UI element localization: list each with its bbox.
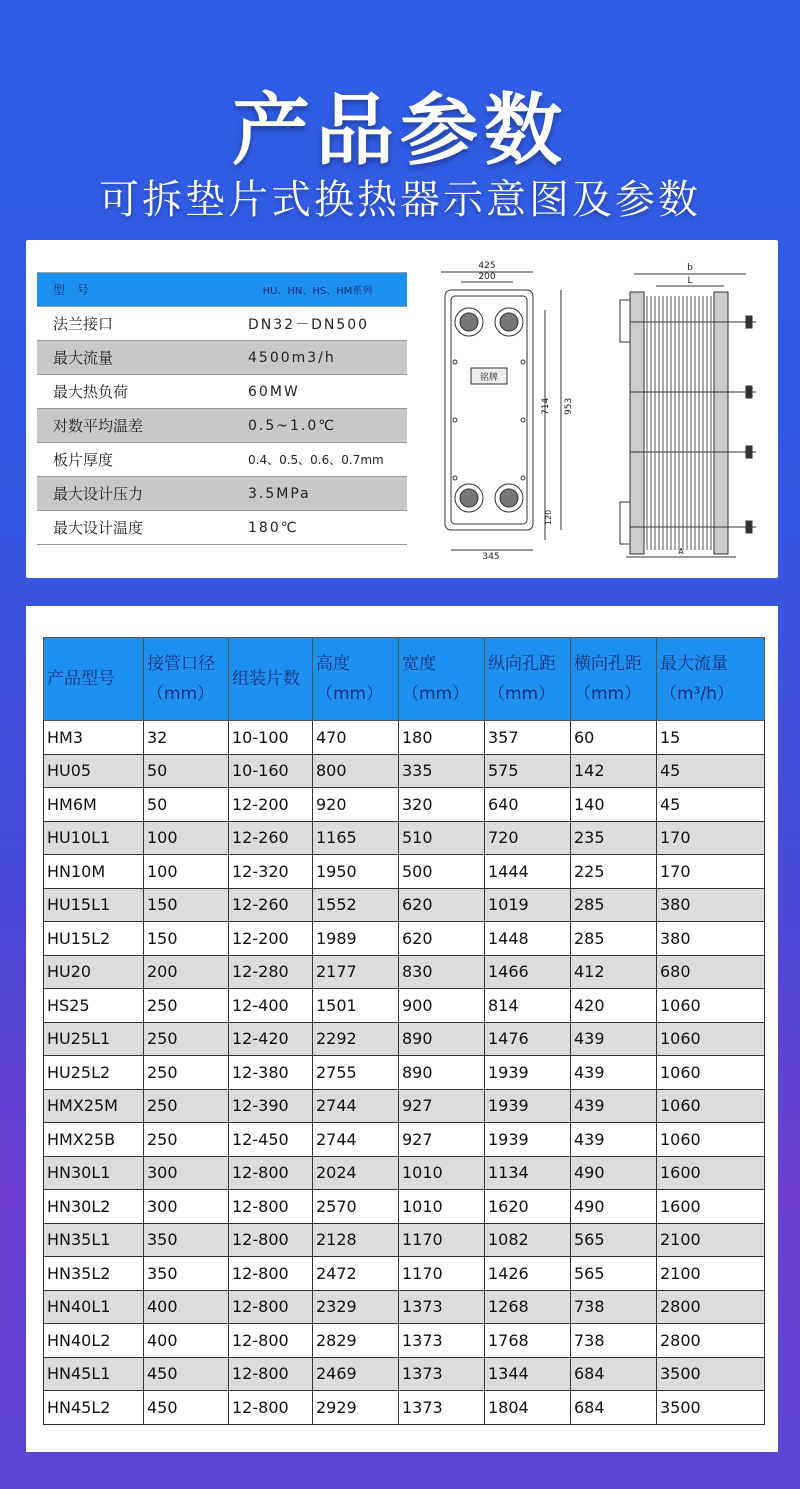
- table-cell: 100: [144, 821, 229, 855]
- table-cell: 12-280: [229, 955, 313, 989]
- spec-key: 对数平均温差: [37, 409, 228, 443]
- table-row: [44, 1290, 765, 1324]
- table-cell: 1600: [657, 1190, 765, 1224]
- spec-key: 最大设计压力: [37, 477, 228, 511]
- spec-row: [37, 341, 407, 375]
- table-row: [44, 1056, 765, 1090]
- table-cell: 800: [313, 754, 399, 788]
- column-header-unit: （mm）: [147, 684, 215, 704]
- table-cell: 490: [571, 1190, 657, 1224]
- table-cell: 1939: [485, 1089, 571, 1123]
- spec-row: [37, 443, 407, 477]
- table-cell: 2329: [313, 1290, 399, 1324]
- nameplate-label: 铭牌: [479, 373, 499, 383]
- table-row: [44, 1324, 765, 1358]
- spec-panel: [26, 240, 778, 578]
- table-cell: 2292: [313, 1022, 399, 1056]
- table-cell: HS25: [44, 989, 144, 1023]
- column-header-label: 产品型号: [47, 669, 115, 689]
- table-cell: 620: [399, 888, 485, 922]
- table-cell: HU05: [44, 754, 144, 788]
- table-cell: 225: [571, 855, 657, 889]
- table-cell: 1344: [485, 1357, 571, 1391]
- table-cell: 140: [571, 788, 657, 822]
- table-cell: 12-380: [229, 1056, 313, 1090]
- table-cell: 250: [144, 1022, 229, 1056]
- column-header: [485, 638, 571, 721]
- column-header-label: 纵向孔距: [488, 654, 556, 674]
- table-cell: 2024: [313, 1156, 399, 1190]
- table-cell: 60: [571, 721, 657, 755]
- table-row: [44, 1089, 765, 1123]
- table-cell: 12-800: [229, 1290, 313, 1324]
- table-row: [44, 1022, 765, 1056]
- table-cell: 50: [144, 788, 229, 822]
- table-cell: 15: [657, 721, 765, 755]
- table-cell: 1373: [399, 1324, 485, 1358]
- table-cell: 640: [485, 788, 571, 822]
- table-cell: HMX25B: [44, 1123, 144, 1157]
- column-header-label: 最大流量: [660, 654, 728, 674]
- spec-row: [37, 409, 407, 443]
- table-cell: HN40L2: [44, 1324, 144, 1358]
- table-cell: 12-260: [229, 888, 313, 922]
- table-cell: 12-800: [229, 1223, 313, 1257]
- table-cell: HU10L1: [44, 821, 144, 855]
- dim-bottom-offset: 120: [544, 509, 553, 525]
- table-cell: 350: [144, 1257, 229, 1291]
- table-cell: 814: [485, 989, 571, 1023]
- table-cell: 1939: [485, 1056, 571, 1090]
- table-cell: 510: [399, 821, 485, 855]
- dim-top-outer: 425: [478, 261, 496, 271]
- table-cell: 335: [399, 754, 485, 788]
- column-header-label: 组装片数: [232, 669, 300, 689]
- table-cell: 1170: [399, 1257, 485, 1291]
- page-title: 产品参数: [231, 86, 568, 176]
- table-cell: 720: [485, 821, 571, 855]
- table-cell: 1501: [313, 989, 399, 1023]
- column-header: [44, 638, 144, 721]
- table-cell: 890: [399, 1056, 485, 1090]
- table-cell: 1170: [399, 1223, 485, 1257]
- model-data-table: [43, 637, 765, 1425]
- table-cell: HN40L1: [44, 1290, 144, 1324]
- dim-height-inner: 714: [541, 397, 551, 415]
- table-cell: 1060: [657, 1089, 765, 1123]
- table-cell: HN45L2: [44, 1391, 144, 1425]
- table-cell: 170: [657, 855, 765, 889]
- table-cell: 1373: [399, 1391, 485, 1425]
- table-cell: 490: [571, 1156, 657, 1190]
- table-cell: 400: [144, 1290, 229, 1324]
- table-row: [44, 1357, 765, 1391]
- column-header-label: 高度: [316, 654, 350, 674]
- table-cell: 2800: [657, 1324, 765, 1358]
- table-cell: 420: [571, 989, 657, 1023]
- column-header: [313, 638, 399, 721]
- table-row: [44, 1223, 765, 1257]
- spec-row: [37, 307, 407, 341]
- data-panel: [26, 606, 778, 1452]
- table-cell: 250: [144, 1089, 229, 1123]
- front-view-drawing: [421, 250, 591, 560]
- table-cell: 150: [144, 888, 229, 922]
- table-cell: 380: [657, 888, 765, 922]
- table-cell: 357: [485, 721, 571, 755]
- side-dim-top: b: [687, 263, 693, 273]
- table-cell: HN10M: [44, 855, 144, 889]
- table-cell: 12-200: [229, 788, 313, 822]
- table-row: [44, 821, 765, 855]
- table-cell: 2128: [313, 1223, 399, 1257]
- table-cell: 1989: [313, 922, 399, 956]
- table-row: [44, 754, 765, 788]
- table-row: [44, 1123, 765, 1157]
- table-row: [44, 855, 765, 889]
- table-cell: 890: [399, 1022, 485, 1056]
- spec-table: [37, 272, 407, 545]
- side-dim-bottom: A: [678, 547, 684, 556]
- spec-value: 0.5~1.0℃: [228, 409, 407, 443]
- table-cell: 250: [144, 1123, 229, 1157]
- table-cell: HN35L1: [44, 1223, 144, 1257]
- table-row: [44, 989, 765, 1023]
- table-cell: 927: [399, 1123, 485, 1157]
- table-cell: 12-800: [229, 1257, 313, 1291]
- table-cell: 2100: [657, 1257, 765, 1291]
- table-cell: 2755: [313, 1056, 399, 1090]
- spec-value: DN32－DN500: [228, 307, 407, 341]
- table-cell: 45: [657, 754, 765, 788]
- table-cell: HU15L2: [44, 922, 144, 956]
- spec-row: [37, 511, 407, 545]
- table-row: [44, 955, 765, 989]
- spec-key: 法兰接口: [37, 307, 228, 341]
- spec-value: 3.5MPa: [228, 477, 407, 511]
- column-header-label: 横向孔距: [574, 654, 642, 674]
- table-cell: HU25L2: [44, 1056, 144, 1090]
- table-cell: 12-800: [229, 1190, 313, 1224]
- table-cell: 1165: [313, 821, 399, 855]
- column-header-unit: （mm）: [402, 684, 470, 704]
- spec-value: 60MW: [228, 375, 407, 409]
- table-cell: 12-800: [229, 1357, 313, 1391]
- spec-value: HU、HN、HS、HM系列: [228, 273, 407, 307]
- table-cell: 170: [657, 821, 765, 855]
- table-cell: 12-200: [229, 922, 313, 956]
- table-cell: 142: [571, 754, 657, 788]
- table-cell: 1552: [313, 888, 399, 922]
- table-cell: 1939: [485, 1123, 571, 1157]
- dim-bottom-width: 345: [482, 552, 500, 560]
- table-cell: 1444: [485, 855, 571, 889]
- table-cell: 1060: [657, 1056, 765, 1090]
- table-cell: 235: [571, 821, 657, 855]
- table-cell: 300: [144, 1156, 229, 1190]
- table-cell: 412: [571, 955, 657, 989]
- table-cell: 285: [571, 922, 657, 956]
- spec-key: 最大设计温度: [37, 511, 228, 545]
- table-cell: 1060: [657, 1022, 765, 1056]
- spec-value: 180℃: [228, 511, 407, 545]
- table-cell: 1476: [485, 1022, 571, 1056]
- table-cell: 2744: [313, 1089, 399, 1123]
- spec-key: 型 号: [37, 273, 228, 307]
- table-cell: 439: [571, 1089, 657, 1123]
- table-row: [44, 888, 765, 922]
- table-cell: 10-100: [229, 721, 313, 755]
- table-cell: 1060: [657, 989, 765, 1023]
- table-row: [44, 788, 765, 822]
- table-cell: 150: [144, 922, 229, 956]
- table-cell: 1466: [485, 955, 571, 989]
- table-cell: 12-400: [229, 989, 313, 1023]
- table-cell: 12-320: [229, 855, 313, 889]
- table-cell: 1950: [313, 855, 399, 889]
- side-dim-mid: L: [687, 276, 693, 286]
- table-row: [44, 1156, 765, 1190]
- table-cell: 1373: [399, 1357, 485, 1391]
- table-cell: 180: [399, 721, 485, 755]
- table-cell: 2100: [657, 1223, 765, 1257]
- column-header-unit: （mm）: [574, 684, 642, 704]
- column-header-label: 宽度: [402, 654, 436, 674]
- table-cell: 2469: [313, 1357, 399, 1391]
- column-header-unit: （mm）: [488, 684, 556, 704]
- table-cell: 250: [144, 1056, 229, 1090]
- column-header: [229, 638, 313, 721]
- table-cell: 470: [313, 721, 399, 755]
- table-cell: 100: [144, 855, 229, 889]
- table-cell: 2800: [657, 1290, 765, 1324]
- table-cell: HN35L2: [44, 1257, 144, 1291]
- table-cell: 12-420: [229, 1022, 313, 1056]
- table-row: [44, 922, 765, 956]
- table-cell: 12-260: [229, 821, 313, 855]
- spec-value: 4500m3/h: [228, 341, 407, 375]
- table-cell: 1804: [485, 1391, 571, 1425]
- dim-height-outer: 953: [564, 397, 574, 415]
- table-cell: 684: [571, 1391, 657, 1425]
- table-cell: 684: [571, 1357, 657, 1391]
- table-cell: 1010: [399, 1190, 485, 1224]
- table-cell: 1268: [485, 1290, 571, 1324]
- table-cell: 1600: [657, 1156, 765, 1190]
- table-cell: 1134: [485, 1156, 571, 1190]
- table-cell: 900: [399, 989, 485, 1023]
- table-cell: 738: [571, 1290, 657, 1324]
- table-cell: 565: [571, 1257, 657, 1291]
- table-cell: 2829: [313, 1324, 399, 1358]
- column-header-unit: （mm）: [316, 684, 384, 704]
- table-cell: 12-800: [229, 1156, 313, 1190]
- table-cell: 1019: [485, 888, 571, 922]
- table-cell: 439: [571, 1022, 657, 1056]
- table-cell: HN30L1: [44, 1156, 144, 1190]
- table-cell: 2929: [313, 1391, 399, 1425]
- spec-key: 板片厚度: [37, 443, 228, 477]
- table-cell: 1373: [399, 1290, 485, 1324]
- table-cell: 620: [399, 922, 485, 956]
- table-cell: 680: [657, 955, 765, 989]
- spec-row: [37, 477, 407, 511]
- table-cell: 50: [144, 754, 229, 788]
- table-cell: 12-800: [229, 1391, 313, 1425]
- column-header: [571, 638, 657, 721]
- table-cell: 300: [144, 1190, 229, 1224]
- table-cell: HM6M: [44, 788, 144, 822]
- column-header: [399, 638, 485, 721]
- table-cell: 12-800: [229, 1324, 313, 1358]
- table-cell: 450: [144, 1391, 229, 1425]
- table-row: [44, 1257, 765, 1291]
- spec-value: 0.4、0.5、0.6、0.7mm: [228, 443, 407, 477]
- table-row: [44, 1391, 765, 1425]
- dim-top-inner: 200: [478, 272, 496, 282]
- table-cell: HMX25M: [44, 1089, 144, 1123]
- table-cell: 927: [399, 1089, 485, 1123]
- table-cell: HU15L1: [44, 888, 144, 922]
- table-cell: 1768: [485, 1324, 571, 1358]
- page-subtitle: 可拆垫片式换热器示意图及参数: [99, 177, 701, 223]
- table-cell: 830: [399, 955, 485, 989]
- table-cell: 3500: [657, 1391, 765, 1425]
- side-view-drawing: [606, 252, 766, 562]
- table-cell: 32: [144, 721, 229, 755]
- column-header: [657, 638, 765, 721]
- table-cell: 439: [571, 1056, 657, 1090]
- table-cell: 1620: [485, 1190, 571, 1224]
- spec-key: 最大流量: [37, 341, 228, 375]
- table-cell: 200: [144, 955, 229, 989]
- table-cell: HM3: [44, 721, 144, 755]
- table-cell: 12-450: [229, 1123, 313, 1157]
- table-cell: 575: [485, 754, 571, 788]
- spec-key: 最大热负荷: [37, 375, 228, 409]
- table-cell: 10-160: [229, 754, 313, 788]
- table-cell: 1010: [399, 1156, 485, 1190]
- table-cell: 350: [144, 1223, 229, 1257]
- table-row: [44, 721, 765, 755]
- table-cell: HU25L1: [44, 1022, 144, 1056]
- table-cell: HU20: [44, 955, 144, 989]
- column-header: [144, 638, 229, 721]
- table-cell: 1448: [485, 922, 571, 956]
- table-cell: HN45L1: [44, 1357, 144, 1391]
- table-cell: 320: [399, 788, 485, 822]
- table-cell: 1082: [485, 1223, 571, 1257]
- table-cell: 1426: [485, 1257, 571, 1291]
- table-cell: 738: [571, 1324, 657, 1358]
- column-header-unit: （m³/h）: [660, 684, 734, 704]
- table-cell: 3500: [657, 1357, 765, 1391]
- table-cell: HN30L2: [44, 1190, 144, 1224]
- column-header-label: 接管口径: [147, 654, 215, 674]
- table-cell: 12-390: [229, 1089, 313, 1123]
- table-cell: 2744: [313, 1123, 399, 1157]
- table-cell: 2570: [313, 1190, 399, 1224]
- table-cell: 380: [657, 922, 765, 956]
- table-cell: 2177: [313, 955, 399, 989]
- table-cell: 500: [399, 855, 485, 889]
- table-cell: 565: [571, 1223, 657, 1257]
- table-cell: 1060: [657, 1123, 765, 1157]
- table-cell: 450: [144, 1357, 229, 1391]
- table-cell: 439: [571, 1123, 657, 1157]
- table-row: [44, 1190, 765, 1224]
- spec-row: [37, 273, 407, 307]
- table-cell: 45: [657, 788, 765, 822]
- table-cell: 285: [571, 888, 657, 922]
- table-cell: 2472: [313, 1257, 399, 1291]
- table-cell: 400: [144, 1324, 229, 1358]
- table-cell: 250: [144, 989, 229, 1023]
- spec-row: [37, 375, 407, 409]
- table-cell: 920: [313, 788, 399, 822]
